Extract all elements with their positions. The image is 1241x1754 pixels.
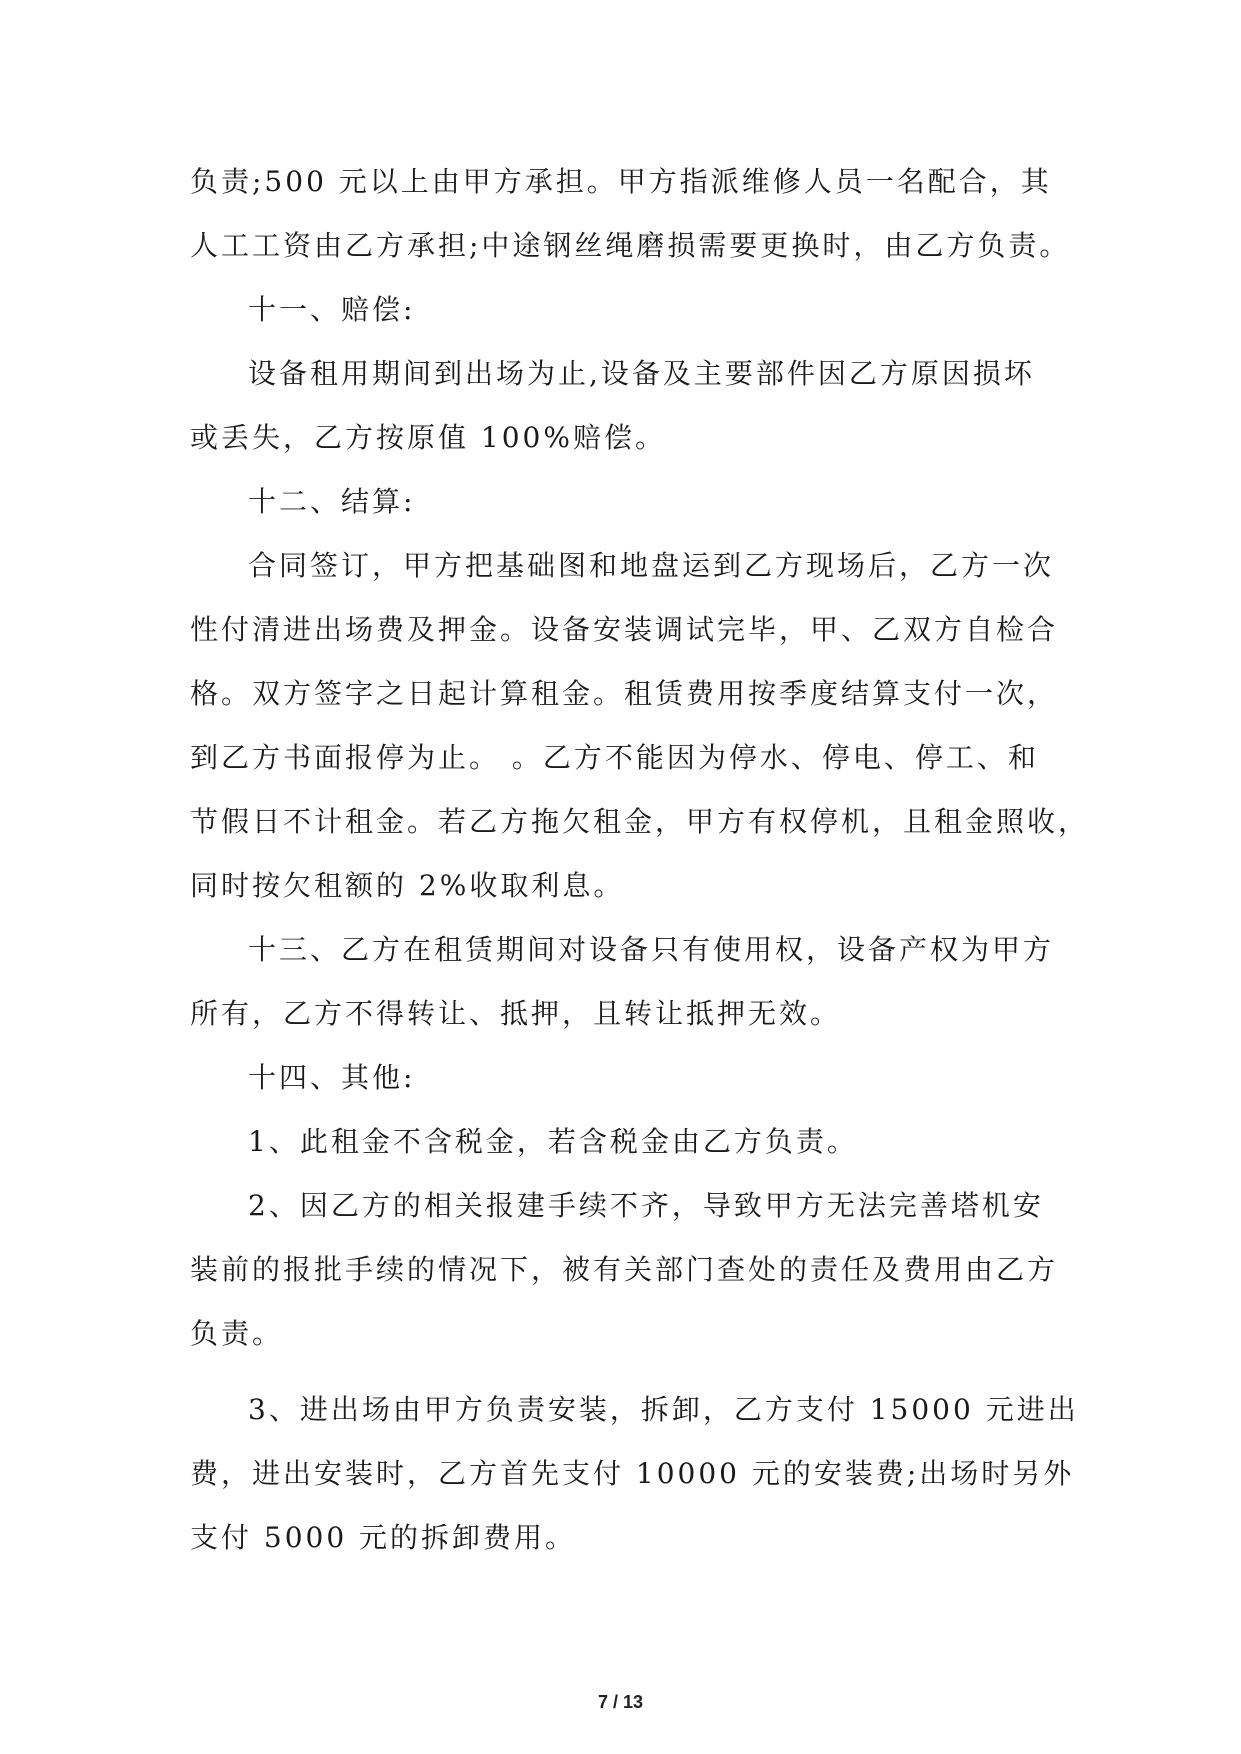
text-line: 负责。 (190, 1317, 284, 1350)
section-heading-compensation: 十一、赔偿: (248, 293, 416, 326)
list-item-3: 3、进出场由甲方负责安装，拆卸，乙方支付 15000 元进出 (248, 1393, 1079, 1426)
text-line: 同时按欠租额的 2%收取利息。 (190, 869, 625, 902)
text-line: 人工工资由乙方承担;中途钢丝绳磨损需要更换时，由乙方负责。 (190, 229, 1071, 262)
section-heading-settlement: 十二、结算: (248, 485, 416, 518)
section-heading-other: 十四、其他: (248, 1061, 416, 1094)
text-line: 装前的报批手续的情况下，被有关部门查处的责任及费用由乙方 (190, 1253, 1059, 1286)
text-line: 或丢失，乙方按原值 100%赔偿。 (190, 421, 666, 454)
text-line: 合同签订，甲方把基础图和地盘运到乙方现场后，乙方一次 (248, 549, 1055, 582)
text-line: 节假日不计租金。若乙方拖欠租金，甲方有权停机，且租金照收， (190, 805, 1090, 838)
paragraph-gap (190, 1366, 1070, 1378)
list-item-2: 2、因乙方的相关报建手续不齐，导致甲方无法完善塔机安 (248, 1189, 1044, 1222)
text-line: 设备租用期间到出场为止,设备及主要部件因乙方原因损坏 (248, 357, 1035, 390)
text-line: 到乙方书面报停为止。 。乙方不能因为停水、停电、停工、和 (190, 741, 1039, 774)
text-line: 格。双方签字之日起计算租金。租赁费用按季度结算支付一次， (190, 677, 1059, 710)
text-line: 所有，乙方不得转让、抵押，且转让抵押无效。 (190, 997, 842, 1030)
text-line: 性付清进出场费及押金。设备安装调试完毕，甲、乙双方自检合 (190, 613, 1059, 646)
document-body (190, 150, 1090, 1570)
text-line: 费，进出安装时，乙方首先支付 10000 元的安装费;出场时另外 (190, 1457, 1075, 1490)
list-item-1: 1、此租金不含税金，若含税金由乙方负责。 (248, 1125, 858, 1158)
text-line: 支付 5000 元的拆卸费用。 (190, 1521, 577, 1554)
section-heading-equipment-rights: 十三、乙方在租赁期间对设备只有使用权，设备产权为甲方 (248, 933, 1055, 966)
text-line: 负责;500 元以上由甲方承担。甲方指派维修人员一名配合，其 (190, 165, 1052, 198)
page-number: 7 / 13 (597, 1692, 644, 1712)
